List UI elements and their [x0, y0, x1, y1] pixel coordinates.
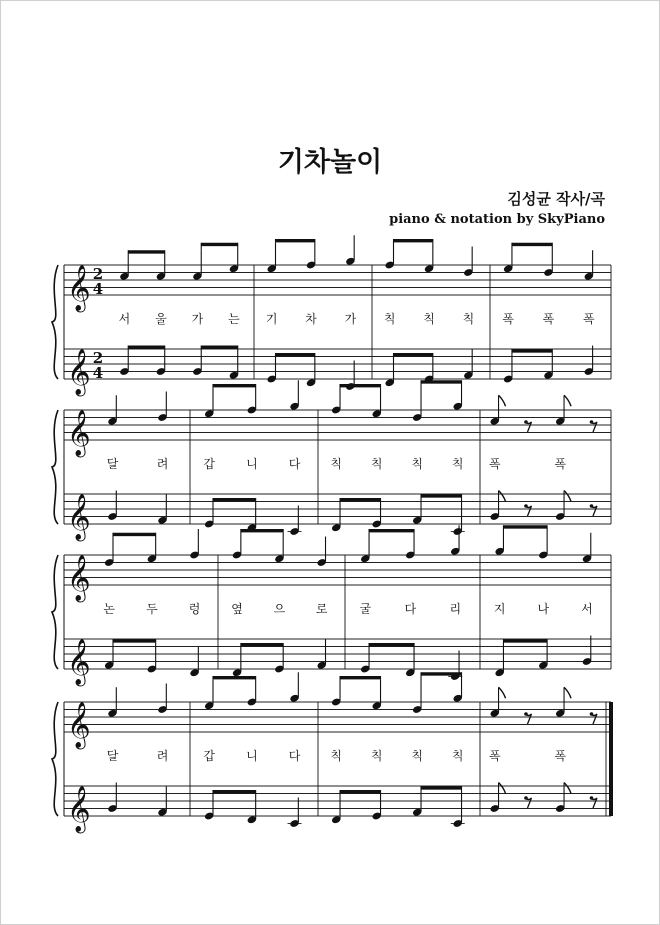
- eighth-rest-dot: [524, 796, 528, 800]
- beam: [340, 384, 381, 387]
- lyric-syllable: 서: [118, 312, 131, 326]
- lyric-syllable: 폭: [488, 749, 501, 763]
- lyric-syllable: 칙: [370, 749, 383, 763]
- beam: [213, 676, 256, 679]
- treble-clef-icon: 𝄞: [67, 265, 91, 311]
- beam: [421, 786, 462, 789]
- beam: [241, 529, 283, 532]
- lyric-syllable: 갑: [203, 457, 215, 471]
- lyric-syllable: 다: [404, 602, 417, 616]
- lyric-syllable: 폭: [554, 749, 567, 763]
- beam: [369, 643, 414, 646]
- lyric-syllable: 로: [315, 602, 328, 616]
- time-signature-numerator: 2: [92, 265, 104, 283]
- lyric-syllable: 서: [581, 602, 593, 616]
- lyric-syllable: 폭: [554, 457, 567, 471]
- beam: [213, 790, 256, 793]
- eighth-rest-dot: [590, 712, 594, 716]
- lyric-syllable: 다: [288, 457, 301, 471]
- lyric-syllable: 기: [265, 312, 278, 326]
- lyric-syllable: 가: [191, 312, 204, 326]
- beam: [512, 243, 552, 246]
- lyric-syllable: 달: [106, 749, 119, 763]
- beam: [340, 498, 381, 501]
- eighth-flag: [564, 491, 571, 502]
- lyric-syllable: 가: [344, 312, 357, 326]
- lyric-syllable: 논: [103, 602, 115, 616]
- lyric-syllable: 리: [449, 602, 462, 616]
- beam: [421, 380, 462, 383]
- eighth-flag: [564, 687, 571, 698]
- eighth-rest-dot: [590, 420, 594, 424]
- lyric-syllable: 폭: [488, 457, 501, 471]
- lyric-syllable: 칙: [330, 457, 343, 471]
- beam: [128, 250, 165, 253]
- lyric-syllable: 나: [537, 602, 550, 616]
- lyric-syllable: 다: [288, 749, 301, 763]
- lyric-syllable: 칙: [423, 312, 435, 326]
- time-signature-denominator: 4: [92, 364, 104, 382]
- beam: [213, 384, 256, 387]
- lyric-syllable: 칙: [411, 457, 424, 471]
- beam: [394, 239, 433, 242]
- brace: [52, 410, 58, 524]
- beam: [512, 349, 552, 352]
- lyric-syllable: 굴: [359, 602, 372, 616]
- beam: [394, 353, 433, 356]
- eighth-rest-dot: [524, 712, 528, 716]
- time-signature-denominator: 4: [92, 280, 104, 298]
- beam: [201, 346, 238, 349]
- final-barline-thick: [609, 702, 613, 816]
- lyric-syllable: 렁: [188, 602, 201, 616]
- lyric-syllable: 지: [493, 602, 506, 616]
- eighth-rest-dot: [524, 420, 528, 424]
- beam: [113, 639, 156, 642]
- lyric-syllable: 으: [273, 602, 286, 616]
- eighth-flag: [499, 783, 506, 794]
- lyric-syllable: 칙: [462, 312, 475, 326]
- lyric-syllable: 칙: [330, 749, 343, 763]
- lyric-syllable: 달: [106, 457, 119, 471]
- time-signature-numerator: 2: [92, 349, 104, 367]
- lyric-syllable: 울: [155, 312, 167, 326]
- treble-clef-icon: 𝄞: [67, 555, 91, 601]
- brace: [52, 702, 58, 816]
- lyric-syllable: 칙: [411, 749, 424, 763]
- eighth-flag: [499, 491, 506, 502]
- brace: [52, 555, 58, 669]
- song-title: 기차놀이: [277, 147, 383, 178]
- brace: [52, 265, 58, 379]
- lyric-syllable: 폭: [502, 312, 514, 326]
- beam: [241, 643, 283, 646]
- eighth-flag: [499, 687, 506, 698]
- lyric-syllable: 칙: [451, 749, 464, 763]
- lyric-syllable: 폭: [583, 312, 595, 326]
- beam: [213, 498, 256, 501]
- composer-credit: 김성균 작사/곡: [507, 190, 605, 208]
- beam: [276, 353, 315, 356]
- lyric-syllable: 칙: [451, 457, 464, 471]
- beam: [276, 239, 315, 242]
- treble-clef-icon: 𝄞: [67, 639, 91, 685]
- beam: [421, 494, 462, 497]
- eighth-flag: [499, 395, 506, 406]
- eighth-rest-dot: [524, 504, 528, 508]
- beam: [369, 529, 414, 532]
- beam: [340, 790, 381, 793]
- beam: [503, 525, 547, 528]
- lyric-syllable: 칙: [383, 312, 396, 326]
- lyric-syllable: 려: [156, 749, 169, 763]
- beam: [128, 346, 165, 349]
- notation-credit: piano & notation by SkyPiano: [389, 212, 605, 227]
- treble-clef-icon: 𝄞: [67, 349, 91, 395]
- lyric-syllable: 차: [305, 312, 317, 326]
- beam: [421, 672, 462, 675]
- beam: [113, 533, 156, 536]
- lyric-syllable: 니: [246, 457, 258, 471]
- treble-clef-icon: 𝄞: [67, 702, 91, 748]
- beam: [340, 676, 381, 679]
- lyric-syllable: 옆: [231, 602, 243, 616]
- beam: [201, 243, 238, 246]
- lyric-syllable: 는: [228, 312, 240, 326]
- eighth-rest-dot: [590, 504, 594, 508]
- treble-clef-icon: 𝄞: [67, 410, 91, 456]
- treble-clef-icon: 𝄞: [67, 494, 91, 540]
- lyric-syllable: 폭: [542, 312, 555, 326]
- eighth-rest-dot: [590, 796, 594, 800]
- lyric-syllable: 니: [246, 749, 258, 763]
- lyric-syllable: 칙: [370, 457, 383, 471]
- eighth-flag: [564, 783, 571, 794]
- eighth-flag: [564, 395, 571, 406]
- treble-clef-icon: 𝄞: [67, 786, 91, 832]
- lyric-syllable: 두: [146, 602, 158, 616]
- lyric-syllable: 려: [156, 457, 169, 471]
- lyric-syllable: 갑: [203, 749, 215, 763]
- beam: [503, 639, 547, 642]
